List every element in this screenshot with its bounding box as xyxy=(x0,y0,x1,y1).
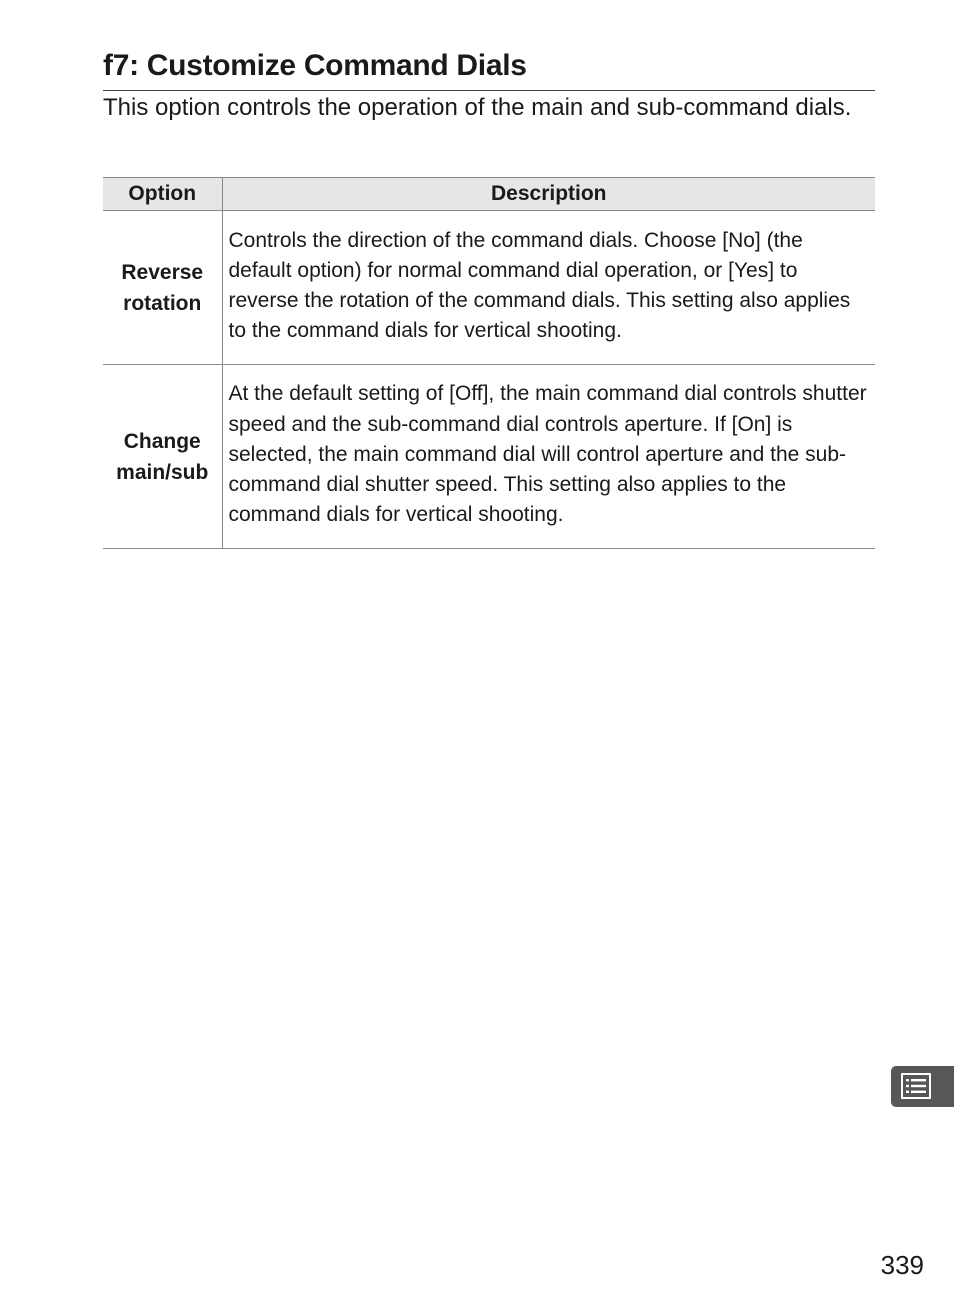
intro-paragraph: This option controls the operation of the main and sub-command dials. xyxy=(103,94,852,121)
option-name-change-main-sub: Change main/sub xyxy=(103,365,222,549)
menu-list-icon xyxy=(901,1073,931,1099)
option-description-reverse-rotation: Controls the direction of the command dials. Choose [No] (the default option) for normal command dial operation, or [Yes] to reverse the rotation of the command dials. This setting also applies to the command dials for vertical shooting. xyxy=(222,211,875,365)
column-header-option: Option xyxy=(103,178,222,211)
table-row xyxy=(103,365,875,549)
table-header-row xyxy=(103,178,875,211)
page-number: 339 xyxy=(880,1250,924,1280)
option-name-reverse-rotation: Reverse rotation xyxy=(103,211,222,365)
page-title: f7: Customize Command Dials xyxy=(103,49,527,82)
option-description-change-main-sub: At the default setting of [Off], the main command dial controls shutter speed and the sub-command dial controls aperture. If [On] is selected, the main command dial will control aperture and the sub-command dial shutter speed. This setting also applies to the command dials for vertical shooting. xyxy=(222,365,875,549)
section-tab-marker xyxy=(891,1066,954,1107)
table-row xyxy=(103,211,875,365)
column-header-description: Description xyxy=(222,178,875,211)
options-table xyxy=(103,177,875,549)
